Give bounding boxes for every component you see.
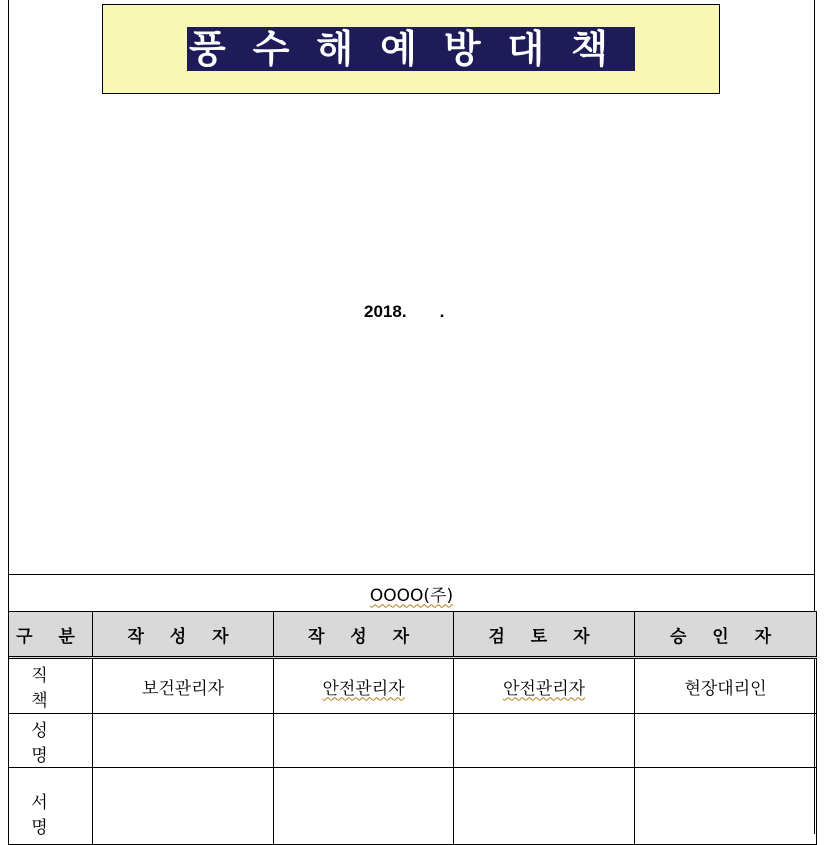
name-cell-2[interactable] (274, 714, 454, 768)
header-author-1: 작 성 자 (93, 612, 274, 658)
document-title: 풍수해예방대책 (189, 27, 635, 71)
row-label-signature: 서 명 (9, 768, 93, 845)
header-author-2: 작 성 자 (274, 612, 454, 658)
position-cell-1[interactable]: 보건관리자 (93, 658, 274, 714)
position-cell-3[interactable] (454, 658, 635, 714)
document-date: 2018. . (364, 302, 445, 321)
signature-cell-2[interactable] (274, 768, 454, 845)
row-label-name: 성 명 (9, 714, 93, 768)
table-row-position (9, 658, 817, 714)
position-cell-4[interactable]: 현장대리인 (635, 658, 817, 714)
row-label-position: 직 책 (9, 658, 93, 714)
company-name-text: OOOO(주) (369, 585, 454, 606)
position-cell-2[interactable] (274, 658, 454, 714)
header-category: 구 분 (9, 612, 93, 658)
signature-cell-1[interactable] (93, 768, 274, 845)
name-cell-3[interactable] (454, 714, 635, 768)
signature-cell-4[interactable] (635, 768, 817, 845)
position-cell-3-text: 안전관리자 (502, 678, 586, 699)
position-cell-2-text: 안전관리자 (322, 678, 405, 699)
signature-cell-3[interactable] (454, 768, 635, 845)
header-reviewer: 검 토 자 (454, 612, 635, 658)
name-cell-1[interactable] (93, 714, 274, 768)
name-cell-4[interactable] (635, 714, 817, 768)
title-box (102, 4, 720, 94)
header-approver: 승 인 자 (635, 612, 817, 658)
table-row-name (9, 714, 817, 768)
company-name (8, 574, 815, 611)
table-header-row (9, 612, 817, 658)
approval-table (8, 611, 817, 845)
table-row-signature (9, 768, 817, 845)
